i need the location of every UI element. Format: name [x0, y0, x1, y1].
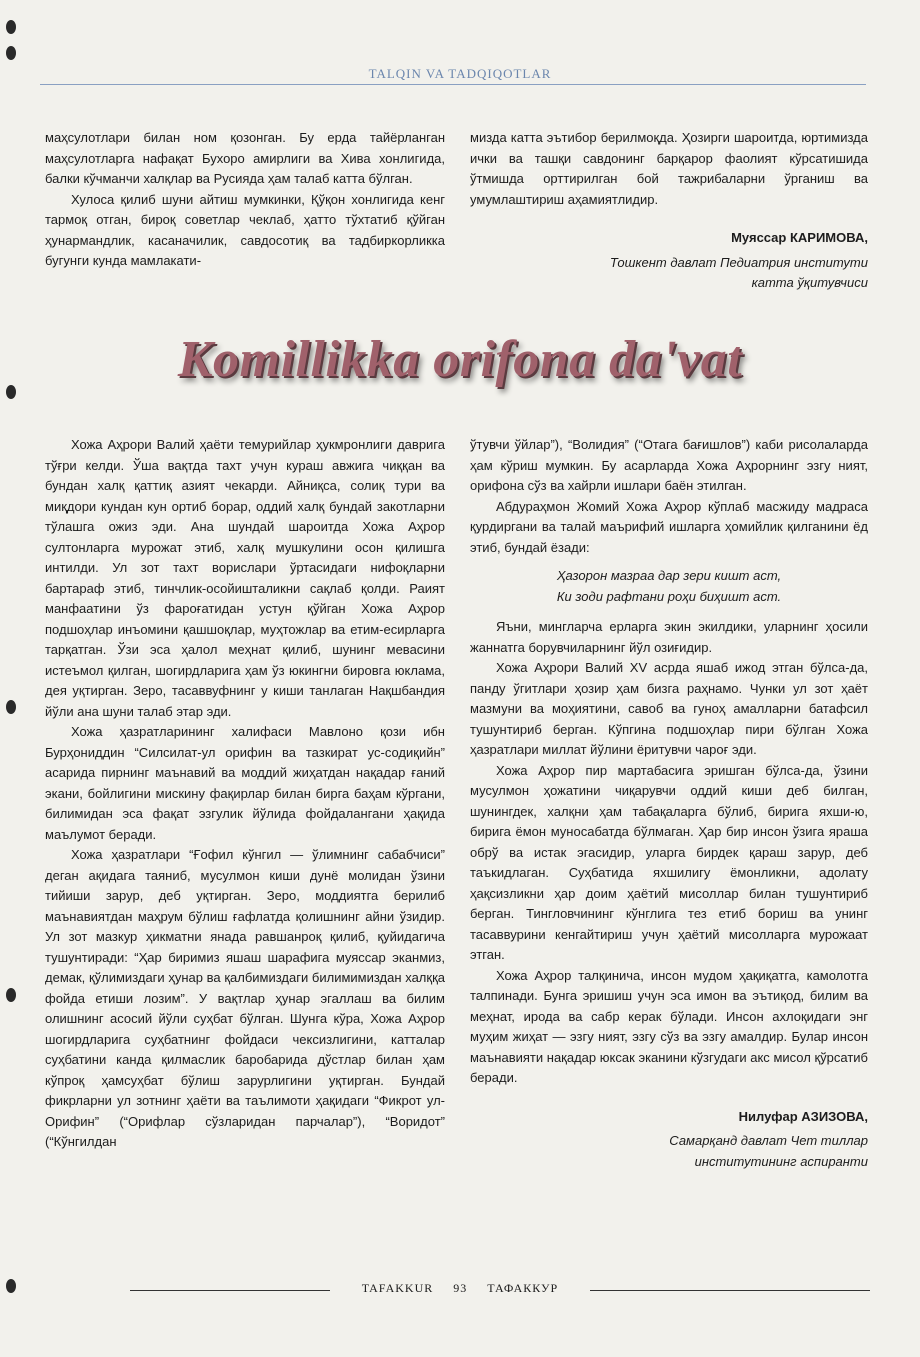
footer-rule — [590, 1290, 870, 1291]
footer-text — [340, 1281, 580, 1296]
paragraph: ўтувчи ўйлар”), “Волидия” (“Отага бағишлов”) каби рисолаларда ҳам кўриш мумкин. Бу асарларда Хожа Аҳрорнинг эзгу ният, орифона сўз ва хайрли ишлари баён этилган. — [470, 437, 868, 493]
punch-hole — [6, 20, 16, 34]
running-header: TALQIN VA TADQIQOTLAR — [368, 66, 552, 81]
paragraph: Хожа ҳазратларининг халифаси Мавлоно қози ибн Бурҳониддин “Силсилат-ул орифин ва тазкират ус-содиқийн” асарида пирнинг маънавий ва моддий жиҳатдан нақадар ғаний экани, бойлигини мискину фақирлар билан бирга баҳам кўргани, билимидан эса фақат эзгулик йўлида фойдалангани ҳақида маълумот беради. — [45, 724, 445, 842]
paragraph: маҳсулотлари билан ном қозонган. Бу ерда тайёрланган маҳсулотларга нафақат Бухоро амирлиги ва Хива хонлигида, балки кўчманчи халқлар ва Русияда ҳам талаб катта бўлган. — [45, 130, 445, 186]
paragraph: мизда катта эътибор берилмоқда. Ҳозирги шароитда, юртимизда ички ва ташқи савдонинг барқарор фаолият кўрсатишида ўтмишда орттирилган бой тажрибаларни ўрганиш ва умумлаштириш аҳамиятлидир. — [470, 130, 868, 207]
paragraph: Абдураҳмон Жомий Хожа Аҳрор кўплаб масжиду мадраса қурдиргани ва талай маърифий ишларга ҳомийлик қилганини ёд этиб, бундай ёзади: — [470, 498, 868, 555]
header-rule — [40, 84, 866, 85]
punch-hole — [6, 988, 16, 1002]
paragraph: Хулоса қилиб шуни айтиш мумкинки, Қўқон хонлигида кенг тармоқ отган, бироқ советлар чеклаб, ҳатто тўхтатиб қўйган ҳунармандлик, касаначилик, савдосотиқ ва тадбиркорликка бугунги кунда мамлакати- — [45, 191, 445, 268]
punch-hole — [6, 700, 16, 714]
paragraph: Хожа Аҳрори Валий ҳаёти темурийлар ҳукмронлиги даврига тўғри келди. Ўша вақтда тахт учун кураш авжига чиққан ва бундан халқ қаттиқ азият чекарди. Айниқса, солиқ тури ва миқдори кундан кун ортиб борар, оддий халқ бундай закотларни тўлашга ожиз эди. Ана шундай шароитда Хожа Аҳрор султонларга мурожат этиб, халқ мушкулини осон қилишга интилди. Ул зот тахт ворислари ўртасидаги нифоқларни бартараф этиб, тинчлик-осойишталикни сақлаб қолди. Раият манфаатини ўз фароғатидан устун қўйган Хожа Аҳрор подшоҳлар инъомини қашшоқлар, муҳтожлар ва етим-есирларга тарқатган. Ўзи эса ҳалол меҳнат қилиб, шунинг мевасини истеъмол қилган, шогирдларига ҳам ўз юкингни бировга юклама, дея уқтирган. Зеро, тасаввуфнинг у киши танлаган Нақшбандия йўли ана шуни талаб этар эди. — [45, 437, 445, 719]
footer-magazine-cyrillic: ТАФАККУР — [487, 1281, 559, 1295]
footer-magazine-latin: TAFAKKUR — [361, 1281, 434, 1295]
author-affiliation: катта ўқитувчиси — [751, 275, 868, 290]
author-name: Муяссар КАРИМОВА, — [731, 230, 868, 245]
article-right-column — [470, 435, 868, 1172]
punch-hole — [6, 46, 16, 60]
paragraph: Хожа ҳазратлари “Ғофил кўнгил — ўлимнинг сабабчиси” деган ақидага таяниб, мусулмон киши дунё молидан ўзини тийиши зарур, деб уқтирган. Зеро, моддиятга берилиб маънавиятдан маҳрум бўлиш ғафлатда қолишнинг айни ўзидир. Ул зот мазкур ҳикматни янада равшанроқ қилиб, қуйидагича тушунтиради: “Ҳар биримиз яшаш шарафига муяссар эканмиз, демак, қўлимиздаги ҳунар ва қалбимиздаги билимимиздан халққа фойда етиши лозим”. У вақтлар ҳунар эгаллаш ва билим олишнинг асосий йўли суҳбат бўлган. Шунга кўра, Хожа Аҳрор шогирдларига суҳбатнинг фойдаси чексизлигини, катталар суҳбатини канда қилмаслик баробарида дўстлар билан ҳам кўпроқ ҳамсуҳбат бўлиш зарурлигини уқтирган. Бундай фикрларни ул зотнинг ҳаёти ва таълимоти ҳақидаги “Фикрот ул-Орифин” (“Орифлар сўзларидан парчалар”), “Воридот” (“Кўнгилдан — [45, 847, 445, 1149]
paragraph: Хожа Аҳрор талқинича, инсон мудом ҳақиқатга, камолотга талпинади. Бунга эришиш учун эса имон ва эътиқод, билим ва меҳнат, ирода ва сабр керак бўлади. Инсон ахлоқидаги энг муҳим жиҳат — эзгу ният, эзгу сўз ва эзгу амалдир. Булар инсон маънавияти нақадар юксак эканини кўзгудаги акс мисол қўрсатиб беради. — [470, 967, 868, 1085]
article-left-column — [45, 435, 445, 1153]
poem-line: Ки зоди рафтани роҳи биҳишт аст. — [556, 588, 782, 604]
author-affiliation: институтининг аспиранти — [694, 1153, 868, 1169]
paragraph: Хожа Аҳрори Валий XV асрда яшаб ижод этган бўлса-да, панду ўгитлари ҳозир ҳам бизга раҳнамо. Чунки ул зот ҳаёт мазмуни ва моҳиятини, савоб ва гуноҳ амалларни батафсил тушунтириб берган. Кўпгина подшоҳлар пири бўлган Хожа ҳазратлари миллат йўлини ёритувчи чароғ эди. — [470, 660, 868, 757]
top-right-column — [470, 128, 868, 294]
poem-line: Ҳазорон мазраа дар зери кишт аст, — [556, 568, 782, 583]
page-footer — [0, 1281, 920, 1299]
paragraph: Яъни, мингларча ерларга экин экилдики, уларнинг ҳосили жаннатга борувчиларнинг йўл озиғидир. — [470, 619, 868, 655]
paragraph: Хожа Аҳрор пир мартабасига эришган бўлса-да, ўзини мусулмон ҳожатини чиқарувчи оддий киши деб билган, шунингдек, халқни ҳам табақаларга бўлиб, бирига яхши-ю, бирига ёмон муносабатда бўлмаган. Ҳар бир инсон ўзига яраша обрў ва истак эгасидир, уларга бирдек қараш зарур, деб таъкидлаган. Суҳбатида яхшилигу ёмонликни, адолату ҳақсизликни ҳар доим ҳаётий мисоллар билан тушунтириб берган. Тингловчининг кўнглига тез етиб бориш ва унинг тасаввурини кенгайтириш учун ҳаётий мисолларга мурожаат этган. — [470, 762, 868, 962]
top-left-column — [45, 128, 445, 272]
author-affiliation: Тошкент давлат Педиатрия институти — [609, 254, 868, 270]
author-affiliation: Самарқанд давлат Чет тиллар — [669, 1133, 868, 1148]
author-name: Нилуфар АЗИЗОВА, — [738, 1108, 868, 1124]
article-title: Komillikka orifona da'vat — [177, 331, 743, 388]
footer-rule — [130, 1290, 330, 1291]
page-number: 93 — [453, 1281, 468, 1295]
